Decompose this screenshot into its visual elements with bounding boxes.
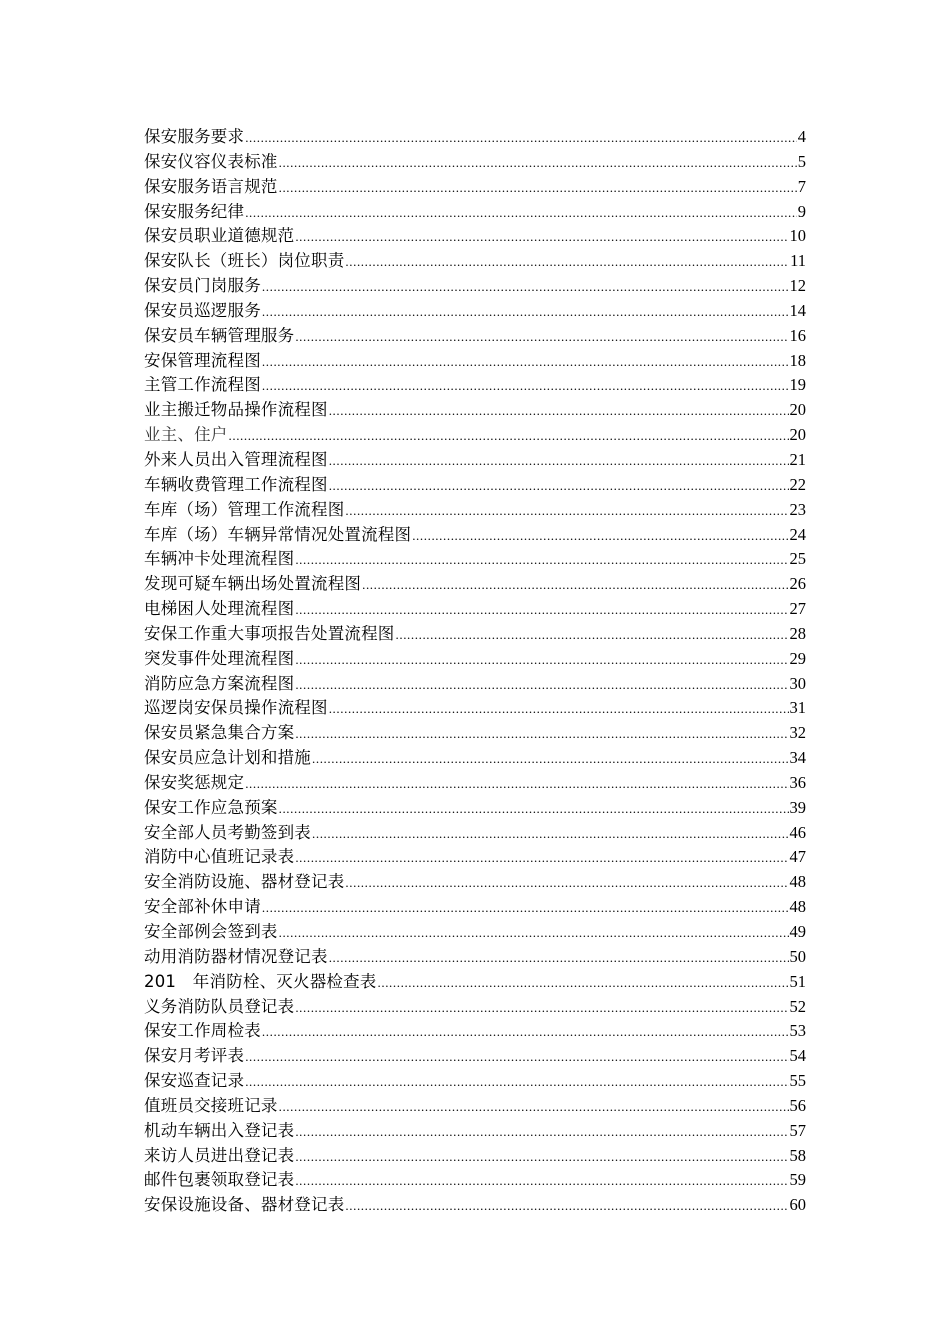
toc-entry[interactable] [144,1119,806,1144]
toc-dot-leader [262,374,789,398]
toc-entry-title: 安保工作重大事项报告处置流程图 [144,623,395,643]
toc-entry[interactable] [144,498,806,523]
toc-dot-leader [245,772,788,796]
toc-entry-title: 201 年消防栓、灭火器检查表 [144,971,377,991]
toc-entry[interactable] [144,473,806,498]
toc-entry-page: 14 [789,300,806,320]
toc-entry[interactable] [144,771,806,796]
toc-dot-leader [245,1070,788,1094]
toc-entry-title: 保安服务纪律 [144,201,245,221]
toc-entry[interactable] [144,1094,806,1119]
toc-dot-leader [262,896,789,920]
toc-dot-leader [295,225,788,249]
toc-entry-page: 22 [789,474,806,494]
toc-entry-title: 机动车辆出入登记表 [144,1120,295,1140]
toc-entry-page: 4 [797,127,806,146]
toc-entry-page: 20 [789,425,806,445]
toc-dot-leader [362,573,788,597]
toc-dot-leader [295,722,788,746]
toc-entry-title: 车库（场）管理工作流程图 [144,499,345,519]
toc-entry-page: 49 [789,922,806,941]
toc-entry-title: 消防应急方案流程图 [144,673,295,693]
toc-entry-title: 安全消防设施、器材登记表 [144,872,345,892]
toc-entry[interactable] [144,523,806,548]
toc-entry-title: 动用消防器材情况登记表 [144,946,328,966]
toc-dot-leader [262,350,789,374]
toc-entry-page: 48 [789,897,806,917]
toc-dot-leader [295,1169,788,1193]
toc-entry-page: 19 [789,375,806,395]
toc-entry-title: 值班员交接班记录 [144,1095,278,1115]
toc-dot-leader [329,697,789,721]
toc-entry[interactable] [144,821,806,846]
toc-dot-leader [295,1120,788,1144]
toc-entry[interactable] [144,647,806,672]
toc-entry-page: 54 [789,1046,806,1066]
toc-dot-leader [412,524,788,548]
toc-entry-title: 安全部补休申请 [144,897,261,917]
toc-entry-page: 55 [789,1071,806,1091]
toc-entry[interactable] [144,299,806,324]
toc-dot-leader [279,921,789,945]
toc-entry-title: 消防中心值班记录表 [144,847,295,867]
toc-entry-title: 主管工作流程图 [144,375,261,395]
toc-entry-page: 30 [789,673,806,693]
toc-dot-leader [329,399,789,423]
toc-entry-title: 车库（场）车辆异常情况处置流程图 [144,524,412,544]
toc-entry[interactable] [144,249,806,274]
toc-entry[interactable] [144,597,806,622]
toc-dot-leader [295,598,788,622]
toc-entry[interactable] [144,1144,806,1169]
toc-entry[interactable] [144,796,806,821]
toc-entry-title: 保安巡查记录 [144,1071,245,1091]
toc-entry-title: 突发事件处理流程图 [144,648,295,668]
toc-entry-title: 安全部例会签到表 [144,922,278,941]
toc-dot-leader [295,548,788,572]
toc-entry-title: 安全部人员考勤签到表 [144,822,311,842]
toc-entry-title: 外来人员出入管理流程图 [144,449,328,469]
toc-entry-page: 28 [789,623,806,643]
toc-entry-page: 18 [789,350,806,370]
toc-entry[interactable] [144,970,806,995]
toc-entry[interactable] [144,1019,806,1044]
toc-entry-page: 21 [789,449,806,469]
toc-entry[interactable] [144,423,806,448]
toc-entry-title: 保安员车辆管理服务 [144,325,295,345]
toc-entry-title: 车辆冲卡处理流程图 [144,549,295,569]
toc-entry[interactable] [144,274,806,299]
toc-entry-page: 27 [789,599,806,619]
toc-entry-title: 保安员门岗服务 [144,276,261,296]
toc-dot-leader [295,648,788,672]
toc-entry[interactable] [144,373,806,398]
toc-entry-page: 9 [797,201,806,221]
toc-dot-leader [329,474,789,498]
table-of-contents [144,125,806,1218]
toc-entry-page: 11 [790,251,806,271]
toc-dot-leader [329,449,789,473]
toc-dot-leader [229,424,789,448]
toc-entry-page: 39 [789,797,806,817]
toc-entry[interactable] [144,324,806,349]
toc-entry-page: 50 [789,946,806,966]
toc-dot-leader [295,325,788,349]
toc-entry-title: 安保管理流程图 [144,350,261,370]
toc-entry[interactable] [144,150,806,175]
toc-entry-title: 邮件包裹领取登记表 [144,1170,295,1190]
toc-entry[interactable] [144,672,806,697]
toc-dot-leader [279,1095,789,1119]
toc-dot-leader [345,871,788,895]
toc-dot-leader [312,747,789,771]
toc-entry-page: 23 [789,499,806,519]
toc-dot-leader [312,822,789,846]
toc-entry-title: 安保设施设备、器材登记表 [144,1195,345,1215]
toc-entry-page: 56 [789,1095,806,1115]
toc-entry[interactable] [144,349,806,374]
toc-entry-title: 保安仪容仪表标准 [144,151,278,171]
toc-entry[interactable] [144,224,806,249]
toc-entry-title: 保安员应急计划和措施 [144,748,311,768]
toc-entry-title: 业主、住户 [144,425,228,445]
toc-dot-leader [295,673,788,697]
toc-entry-page: 47 [789,847,806,867]
toc-dot-leader [262,1020,789,1044]
toc-entry-page: 53 [789,1021,806,1041]
toc-entry-page: 7 [797,176,806,196]
toc-entry-page: 52 [789,996,806,1016]
toc-entry-title: 来访人员进出登记表 [144,1145,295,1165]
toc-dot-leader [279,151,797,175]
toc-entry[interactable] [144,572,806,597]
toc-entry-title: 保安队长（班长）岗位职责 [144,251,345,271]
toc-dot-leader [345,499,788,523]
toc-dot-leader [279,176,797,200]
toc-entry-title: 义务消防队员登记表 [144,996,295,1016]
toc-entry-page: 58 [789,1145,806,1165]
toc-entry-page: 57 [789,1120,806,1140]
toc-entry[interactable] [144,547,806,572]
toc-entry[interactable] [144,448,806,473]
toc-entry-page: 59 [789,1170,806,1190]
toc-entry-title: 保安员巡逻服务 [144,300,261,320]
toc-entry[interactable] [144,622,806,647]
toc-entry-page: 36 [789,772,806,792]
toc-entry-title: 发现可疑车辆出场处置流程图 [144,574,362,594]
toc-entry[interactable] [144,995,806,1020]
toc-entry-page: 24 [789,524,806,544]
toc-entry-title: 车辆收费管理工作流程图 [144,474,328,494]
toc-dot-leader [262,300,789,324]
toc-dot-leader [295,1145,788,1169]
toc-entry[interactable] [144,175,806,200]
toc-dot-leader [295,846,788,870]
toc-entry[interactable] [144,398,806,423]
toc-entry-page: 12 [789,276,806,296]
toc-entry[interactable] [144,845,806,870]
toc-entry[interactable] [144,895,806,920]
toc-entry-title: 保安服务要求 [144,127,245,146]
toc-entry[interactable] [144,1069,806,1094]
toc-dot-leader [378,971,789,995]
toc-entry[interactable] [144,945,806,970]
toc-entry-page: 10 [789,226,806,246]
toc-dot-leader [279,797,789,821]
toc-entry[interactable] [144,200,806,225]
toc-dot-leader [245,126,797,150]
toc-entry-title: 保安工作周检表 [144,1021,261,1041]
toc-entry[interactable] [144,1044,806,1069]
toc-entry-page: 34 [789,748,806,768]
toc-entry-page: 31 [789,698,806,718]
toc-entry-page: 25 [789,549,806,569]
toc-dot-leader [262,275,789,299]
toc-entry-page: 32 [789,723,806,743]
toc-entry[interactable] [144,1168,806,1193]
toc-dot-leader [396,623,789,647]
toc-entry-page: 26 [789,574,806,594]
toc-dot-leader [345,1194,788,1218]
toc-entry-title: 电梯困人处理流程图 [144,599,295,619]
toc-entry-page: 16 [789,325,806,345]
toc-entry-page: 60 [789,1195,806,1215]
toc-entry[interactable] [144,920,806,945]
toc-entry-title: 保安员职业道德规范 [144,226,295,246]
toc-entry-title: 保安奖惩规定 [144,772,245,792]
toc-entry-title: 保安月考评表 [144,1046,245,1066]
toc-entry[interactable] [144,1193,806,1218]
toc-dot-leader [245,1045,788,1069]
toc-dot-leader [345,250,789,274]
toc-dot-leader [295,996,788,1020]
toc-entry-page: 29 [789,648,806,668]
toc-entry-title: 保安工作应急预案 [144,797,278,817]
toc-entry-page: 5 [797,151,806,171]
toc-dot-leader [245,201,797,225]
toc-entry-page: 51 [789,971,806,991]
toc-entry[interactable] [144,721,806,746]
toc-entry-page: 20 [789,400,806,420]
toc-entry[interactable] [144,746,806,771]
toc-entry[interactable] [144,696,806,721]
toc-entry-title: 保安服务语言规范 [144,176,278,196]
toc-dot-leader [329,946,789,970]
toc-entry[interactable] [144,870,806,895]
toc-entry[interactable] [144,125,806,150]
toc-entry-title: 业主搬迁物品操作流程图 [144,400,328,420]
toc-entry-title: 保安员紧急集合方案 [144,723,295,743]
toc-entry-title: 巡逻岗安保员操作流程图 [144,698,328,718]
toc-entry-page: 48 [789,872,806,892]
toc-entry-page: 46 [789,822,806,842]
